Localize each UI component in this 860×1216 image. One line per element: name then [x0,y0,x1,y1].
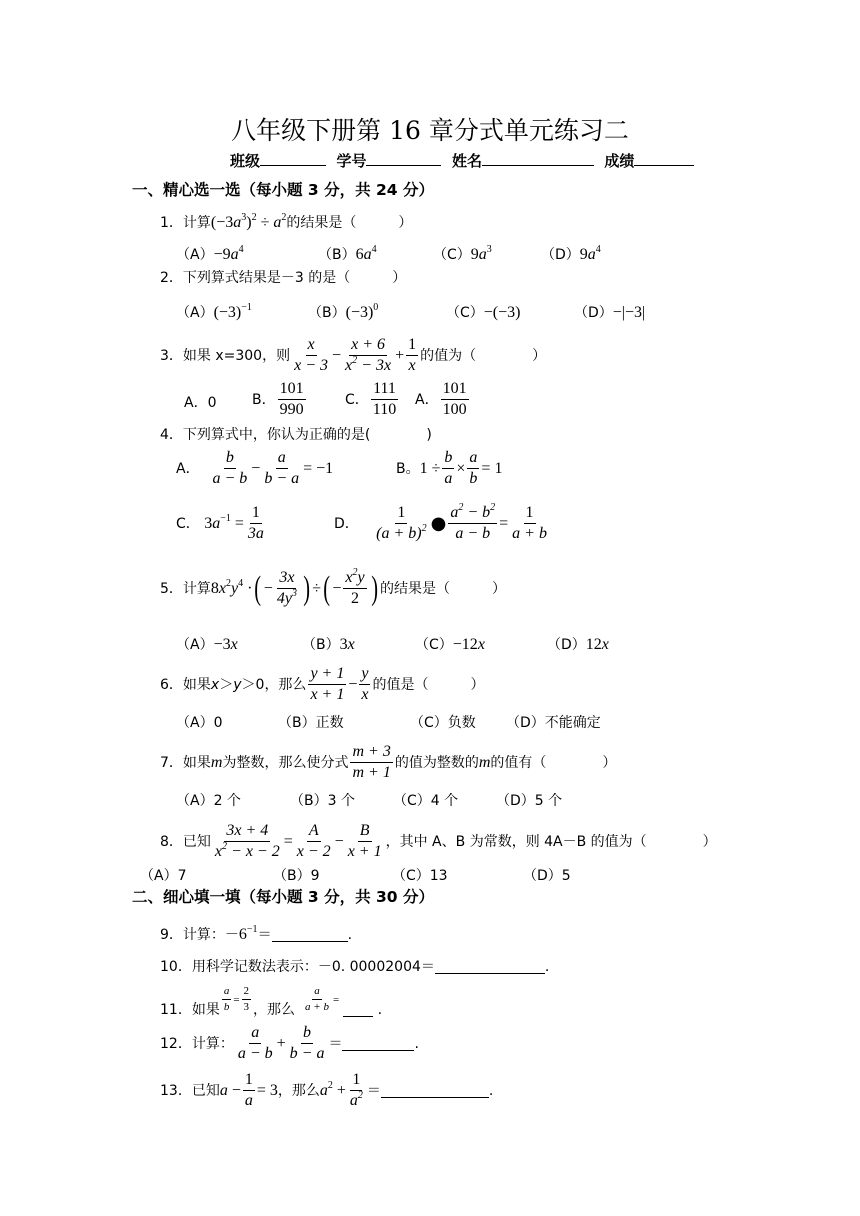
q8-option-a[interactable]: （A）7 [140,868,187,884]
q4-option-a[interactable]: A． $\frac{b}{a - b}$ − $\frac{a}{b - a}$ = −1 [176,449,334,487]
q5-option-a[interactable]: （A）−3x [176,636,238,653]
question-9: 9．计算：－ $6^{-1}$ ＝ . [160,924,353,943]
question-8: 8．已知 $\frac{3x + 4}{x^2 - x - 2}$ = $\frac{A}{x - 2}$ − $\frac{B}{x + 1}$ ，其中 A、B 为常数，则 4A－B 的值为（ ） [160,822,717,860]
q8-option-c[interactable]: （C）13 [392,868,448,884]
page-title: 八年级下册第 16 章分式单元练习二 [231,116,629,145]
q10-answer-blank[interactable] [435,961,545,974]
question-10: 10．用科学记数法表示：－0. 00002004＝ . [160,959,550,975]
q6-option-b[interactable]: （B）正数 [278,715,344,731]
question-5: 5．计算 $8x^2y^4$ · ( − $\frac{3x}{4y^3}$ ) ÷ ( − $\frac{x^2y}{2}$ ) 的结果是（ ） [160,567,506,607]
q4-option-b[interactable]: B。 1 ÷ $\frac{b}{a}$ × $\frac{a}{b}$ = 1 [396,449,503,487]
q8-option-b[interactable]: （B）9 [273,868,320,884]
question-6: 6．如果 x＞y＞0 ，那么 $\frac{y + 1}{x + 1}$ − $\frac{y}{x}$ 的值是（ ） [160,665,485,703]
class-label: 班级 [230,152,261,170]
q2-option-c[interactable]: （C）−(−3) [446,304,521,321]
q7-option-c[interactable]: （C）4 个 [393,793,459,809]
q3-option-b[interactable]: B． $\frac{101}{990}$ [252,380,304,418]
question-12: 12．计算： $\frac{a}{a - b}$ + $\frac{b}{b - a}$ ＝ . [160,1024,419,1062]
q6-prefix: 6．如果 [160,676,211,693]
q2-option-b[interactable]: $(B)(-3)^0$ [308,302,379,321]
q5-prefix: 5．计算 [160,580,211,597]
q5-option-b[interactable]: （B）3x [302,636,355,653]
q1-expression: $(-3a^3)^2 \div a^2$ [210,212,287,231]
q2-option-a[interactable]: $(A)(-3)^{-1}$ [176,302,252,321]
class-blank[interactable] [260,165,326,166]
q7-option-a[interactable]: （A）2 个 [176,793,241,809]
score-label: 成绩 [604,152,635,170]
q13-answer-blank[interactable] [381,1083,489,1098]
q5-option-d[interactable]: （D）12x [547,636,609,653]
q12-answer-blank[interactable] [342,1036,414,1051]
q6-option-a[interactable]: （A）0 [176,715,223,731]
question-2: 2．下列算式结果是－3 的是（ ） [160,270,407,286]
question-7: 7．如果 m 为整数，那么使分式 $\frac{m + 3}{m + 1}$ 的值为整数的 m 的值有（ ） [160,743,617,781]
id-blank[interactable] [366,165,441,166]
q5-suffix: 的结果是（ ） [379,580,506,597]
q4-option-c[interactable]: C． $3a^{-1}$ = $\frac{1}{3a}$ [176,504,264,542]
question-11: 11．如果 $\frac{a}{b}$ = $\frac{2}{3}$ ，那么 $\frac{a}{a + b}$ = . [160,985,383,1018]
q2-option-d[interactable]: （D）−|−3| [574,304,646,321]
question-4: 4．下列算式中，你认为正确的是( ) [160,427,432,443]
student-info-line [230,154,694,169]
question-3: 3．如果 x=300，则 $\frac{x}{x - 3}$ − $\frac{x + 6}{x^2 - 3x}$ + $\frac{1}{x}$ 的值为（ ） [160,336,547,374]
q6-option-d[interactable]: （D）不能确定 [506,715,601,731]
q7-option-b[interactable]: （B）3 个 [290,793,355,809]
q3-option-c[interactable]: C． $\frac{111}{110}$ [345,380,397,418]
q1-option-a[interactable]: $(A)-9a^4$ [176,244,244,263]
q6-suffix: 的值是（ ） [372,676,485,693]
q1-option-b[interactable]: $(B)6a^4$ [318,244,377,263]
q3-suffix: 的值为（ ） [420,347,547,364]
score-blank[interactable] [634,165,694,166]
q7-option-d[interactable]: （D）5 个 [496,793,563,809]
section-1-heading: 一、精心选一选（每小题 3 分，共 24 分） [132,181,434,199]
q5-option-c[interactable]: （C）−12x [415,636,485,653]
q11-answer-blank[interactable] [343,1004,373,1017]
q3-option-d[interactable]: A． $\frac{101}{100}$ [415,380,467,418]
q3-prefix: 3．如果 x=300，则 [160,347,291,364]
q1-suffix: 的结果是（ ） [286,215,413,231]
section-2-heading: 二、细心填一填（每小题 3 分，共 30 分） [132,888,434,906]
q1-prefix: 1．计算 [160,215,211,231]
question-13: 13．已知 a − $\frac{1}{a}$ = 3 ，那么 $a^2$ + $\frac{1}{a^2}$ ＝ . [160,1071,494,1109]
q8-option-d[interactable]: （D）5 [523,868,571,884]
question-1 [160,212,413,231]
id-label: 学号 [336,152,367,170]
q3-fraction-3: $\frac{1}{x}$ [408,336,417,374]
q4-option-d[interactable]: D． $\frac{1}{(a + b)^2}$ ● $\frac{a^2 - b^2}{a - b}$ = $\frac{1}{a + b}$ [334,502,547,542]
q1-option-d[interactable]: $(D)9a^4$ [541,244,601,263]
q3-fraction-2: $\frac{x + 6}{x^2 - 3x}$ [345,336,392,374]
q3-option-a[interactable]: A．0 [184,395,217,411]
name-label: 姓名 [451,152,482,170]
q6-option-c[interactable]: （C）负数 [410,715,476,731]
name-blank[interactable] [482,165,594,166]
q9-answer-blank[interactable] [272,929,348,942]
q3-fraction-1: $\frac{x}{x - 3}$ [294,336,329,374]
q1-option-c[interactable]: $(C)9a^3$ [433,244,492,263]
